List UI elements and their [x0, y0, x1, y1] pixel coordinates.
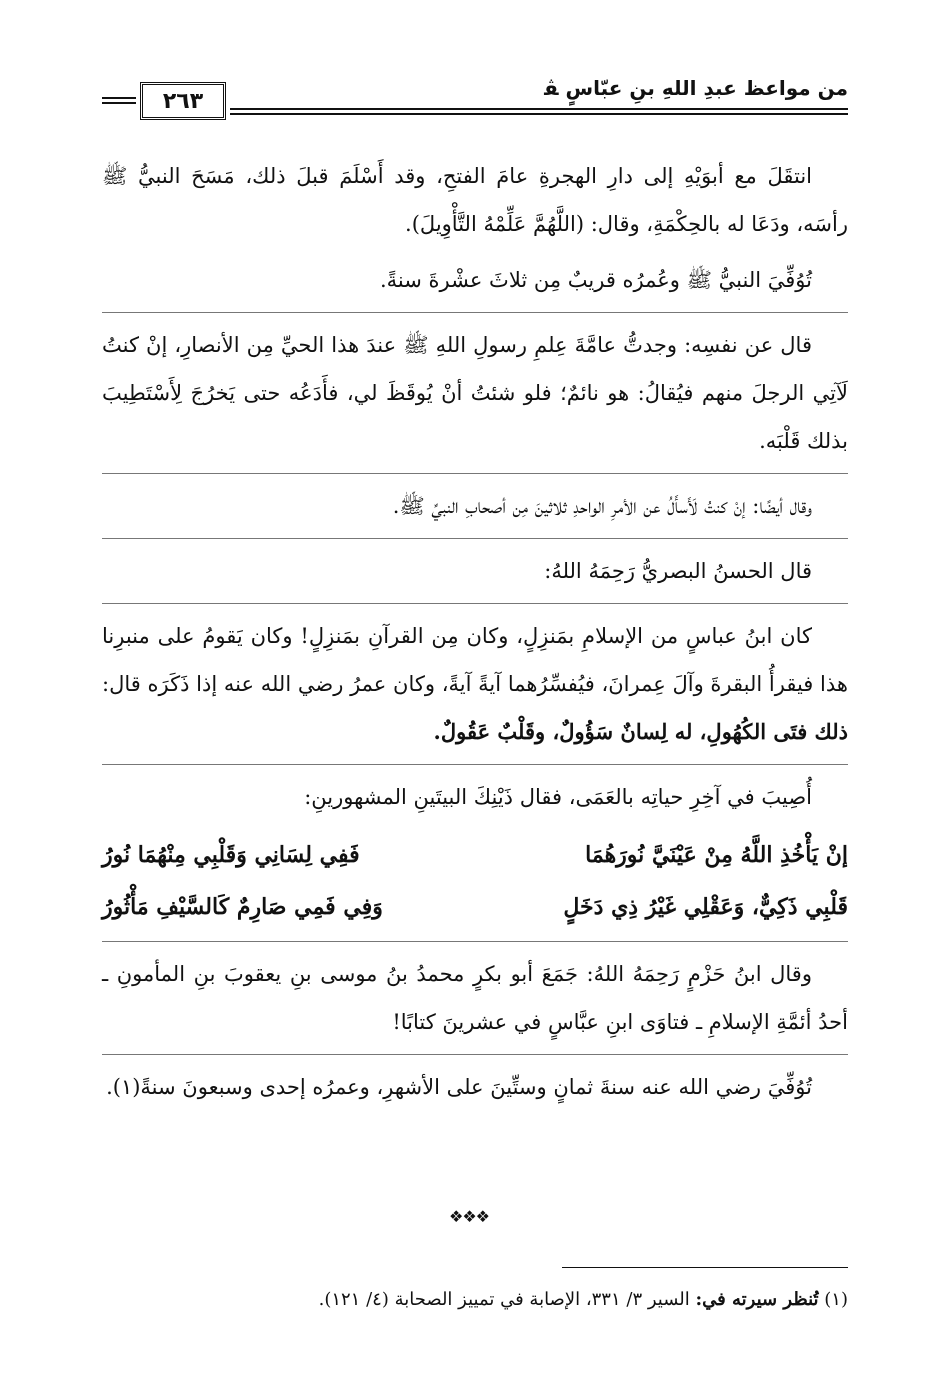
main-text — [102, 152, 848, 1119]
paragraph-ibn-hazm: وقال ابنُ حَزْمٍ رَحِمَهُ اللهُ: جَمَعَ أبو بكرٍ محمدُ بنُ موسى بنِ يعقوبَ بنِ المأمونِ ـ أحدُ أئمَّةِ الإسلامِ ـ فتاوَى ابنِ عبَّاسٍ في عشرينَ كتابًا! — [102, 962, 848, 1034]
ornament-divider: ❖❖❖ — [448, 1207, 490, 1226]
paragraph-death: تُوُفِّيَ رضي الله عنه سنةَ ثمانٍ وستِّينَ على الأشهرِ، وعمرُه إحدى وسبعونَ سنةً(١). — [106, 1075, 812, 1099]
paragraph-thirty-companions: وقال أيضًا: إنْ كنتُ لَأَسأَلُ عن الأمرِ الواحدِ ثلاثينَ مِن أصحابِ النبيِّ ﷺ. — [392, 494, 812, 518]
footnote — [319, 1286, 848, 1314]
paragraph-age: تُوُفِّيَ النبيُّ ﷺ وعُمرُه قريبٌ مِن ثلاثَ عشْرةَ سنةً. — [379, 268, 812, 292]
verse-second-hemistich: فَفِي لِسَانِي وَقَلْبِي مِنْهُمَا نُورُ — [102, 842, 360, 868]
divider — [102, 473, 848, 474]
verse-second-hemistich: وَفِي فَمِي صَارِمٌ كَالسَّيْفِ مَأْثُورُ — [102, 894, 383, 920]
verse-first-hemistich: قَلْبِي ذَكِيٌّ، وَعَقْلِي غَيْرُ ذِي دَخَلٍ — [563, 894, 848, 920]
poem — [102, 829, 848, 933]
footnote-marker: (١) — [824, 1289, 848, 1310]
divider — [102, 538, 848, 539]
paragraph-hijra: انتقَلَ مع أبوَيْهِ إلى دارِ الهجرةِ عامَ الفتحِ، وقد أَسْلَمَ قبلَ ذلك، مَسَحَ النبيُّ ﷺ رأسَه، ودَعَا له بالحِكْمَةِ، وقال: (اللَّهُمَّ عَلِّمْهُ التَّأْوِيلَ). — [102, 164, 848, 236]
header-rule-right — [230, 108, 848, 115]
divider — [102, 1054, 848, 1055]
divider — [102, 941, 848, 942]
paragraph-hasan-quote — [102, 612, 848, 756]
paragraph-hasan-intro: قال الحسنُ البصريُّ رَحِمَهُ اللهُ: — [544, 559, 812, 583]
footnote-text: السير ٣/ ٣٣١، الإصابة في تمييز الصحابة (٤/ ١٢١). — [318, 1289, 690, 1310]
footnote-lead: تُنظر سيرته في: — [695, 1289, 819, 1310]
poem-verse — [102, 881, 848, 933]
footnote-rule — [562, 1267, 848, 1268]
divider — [102, 603, 848, 604]
divider — [102, 312, 848, 313]
quote-text: كان ابنُ عباسٍ من الإسلامِ بمَنزِلٍ، وكان مِن القرآنِ بمَنزِلٍ! وكان يَقومُ على منبرِنا هذا فيقرأُ البقرةَ وآلَ عِمرانَ، فيُفسِّرُهما آيةً آيةً، وكان عمرُ رضي الله عنه إذا ذَكَرَه قال: — [102, 624, 848, 696]
page-header — [102, 72, 848, 128]
divider — [102, 764, 848, 765]
paragraph-blindness: أُصِيبَ في آخِرِ حياتِه بالعَمَى، فقال ذَيْنِكَ البيتَينِ المشهورينِ: — [304, 785, 812, 809]
running-title: من مواعظ عبدِ اللهِ بنِ عبّاسٍ ﭭ — [544, 76, 848, 100]
header-rule-left — [102, 97, 136, 104]
poem-verse — [102, 829, 848, 881]
page-number: ٢٦٣ — [140, 82, 226, 120]
paragraph-ansar: قال عن نفسِه: وجدتُّ عامَّةَ عِلمِ رسولِ اللهِ ﷺ عندَ هذا الحيِّ مِن الأنصارِ، إنْ كنتُ لَآتِي الرجلَ منهم فيُقالُ: هو نائمٌ؛ فلو شئتُ أنْ يُوقَظَ لي، فأَدَعُه حتى يَخرُجَ لِأَسْتَطِيبَ بذلك قَلْبَه. — [102, 333, 848, 453]
umar-saying: ذلك فتَى الكُهُولِ، له لِسانٌ سَؤُولٌ، وقَلْبٌ عَقُولٌ. — [433, 719, 848, 744]
verse-first-hemistich: إنْ يَأْخُذِ اللَّهُ مِنْ عَيْنَيَّ نُورَهُمَا — [585, 842, 848, 868]
